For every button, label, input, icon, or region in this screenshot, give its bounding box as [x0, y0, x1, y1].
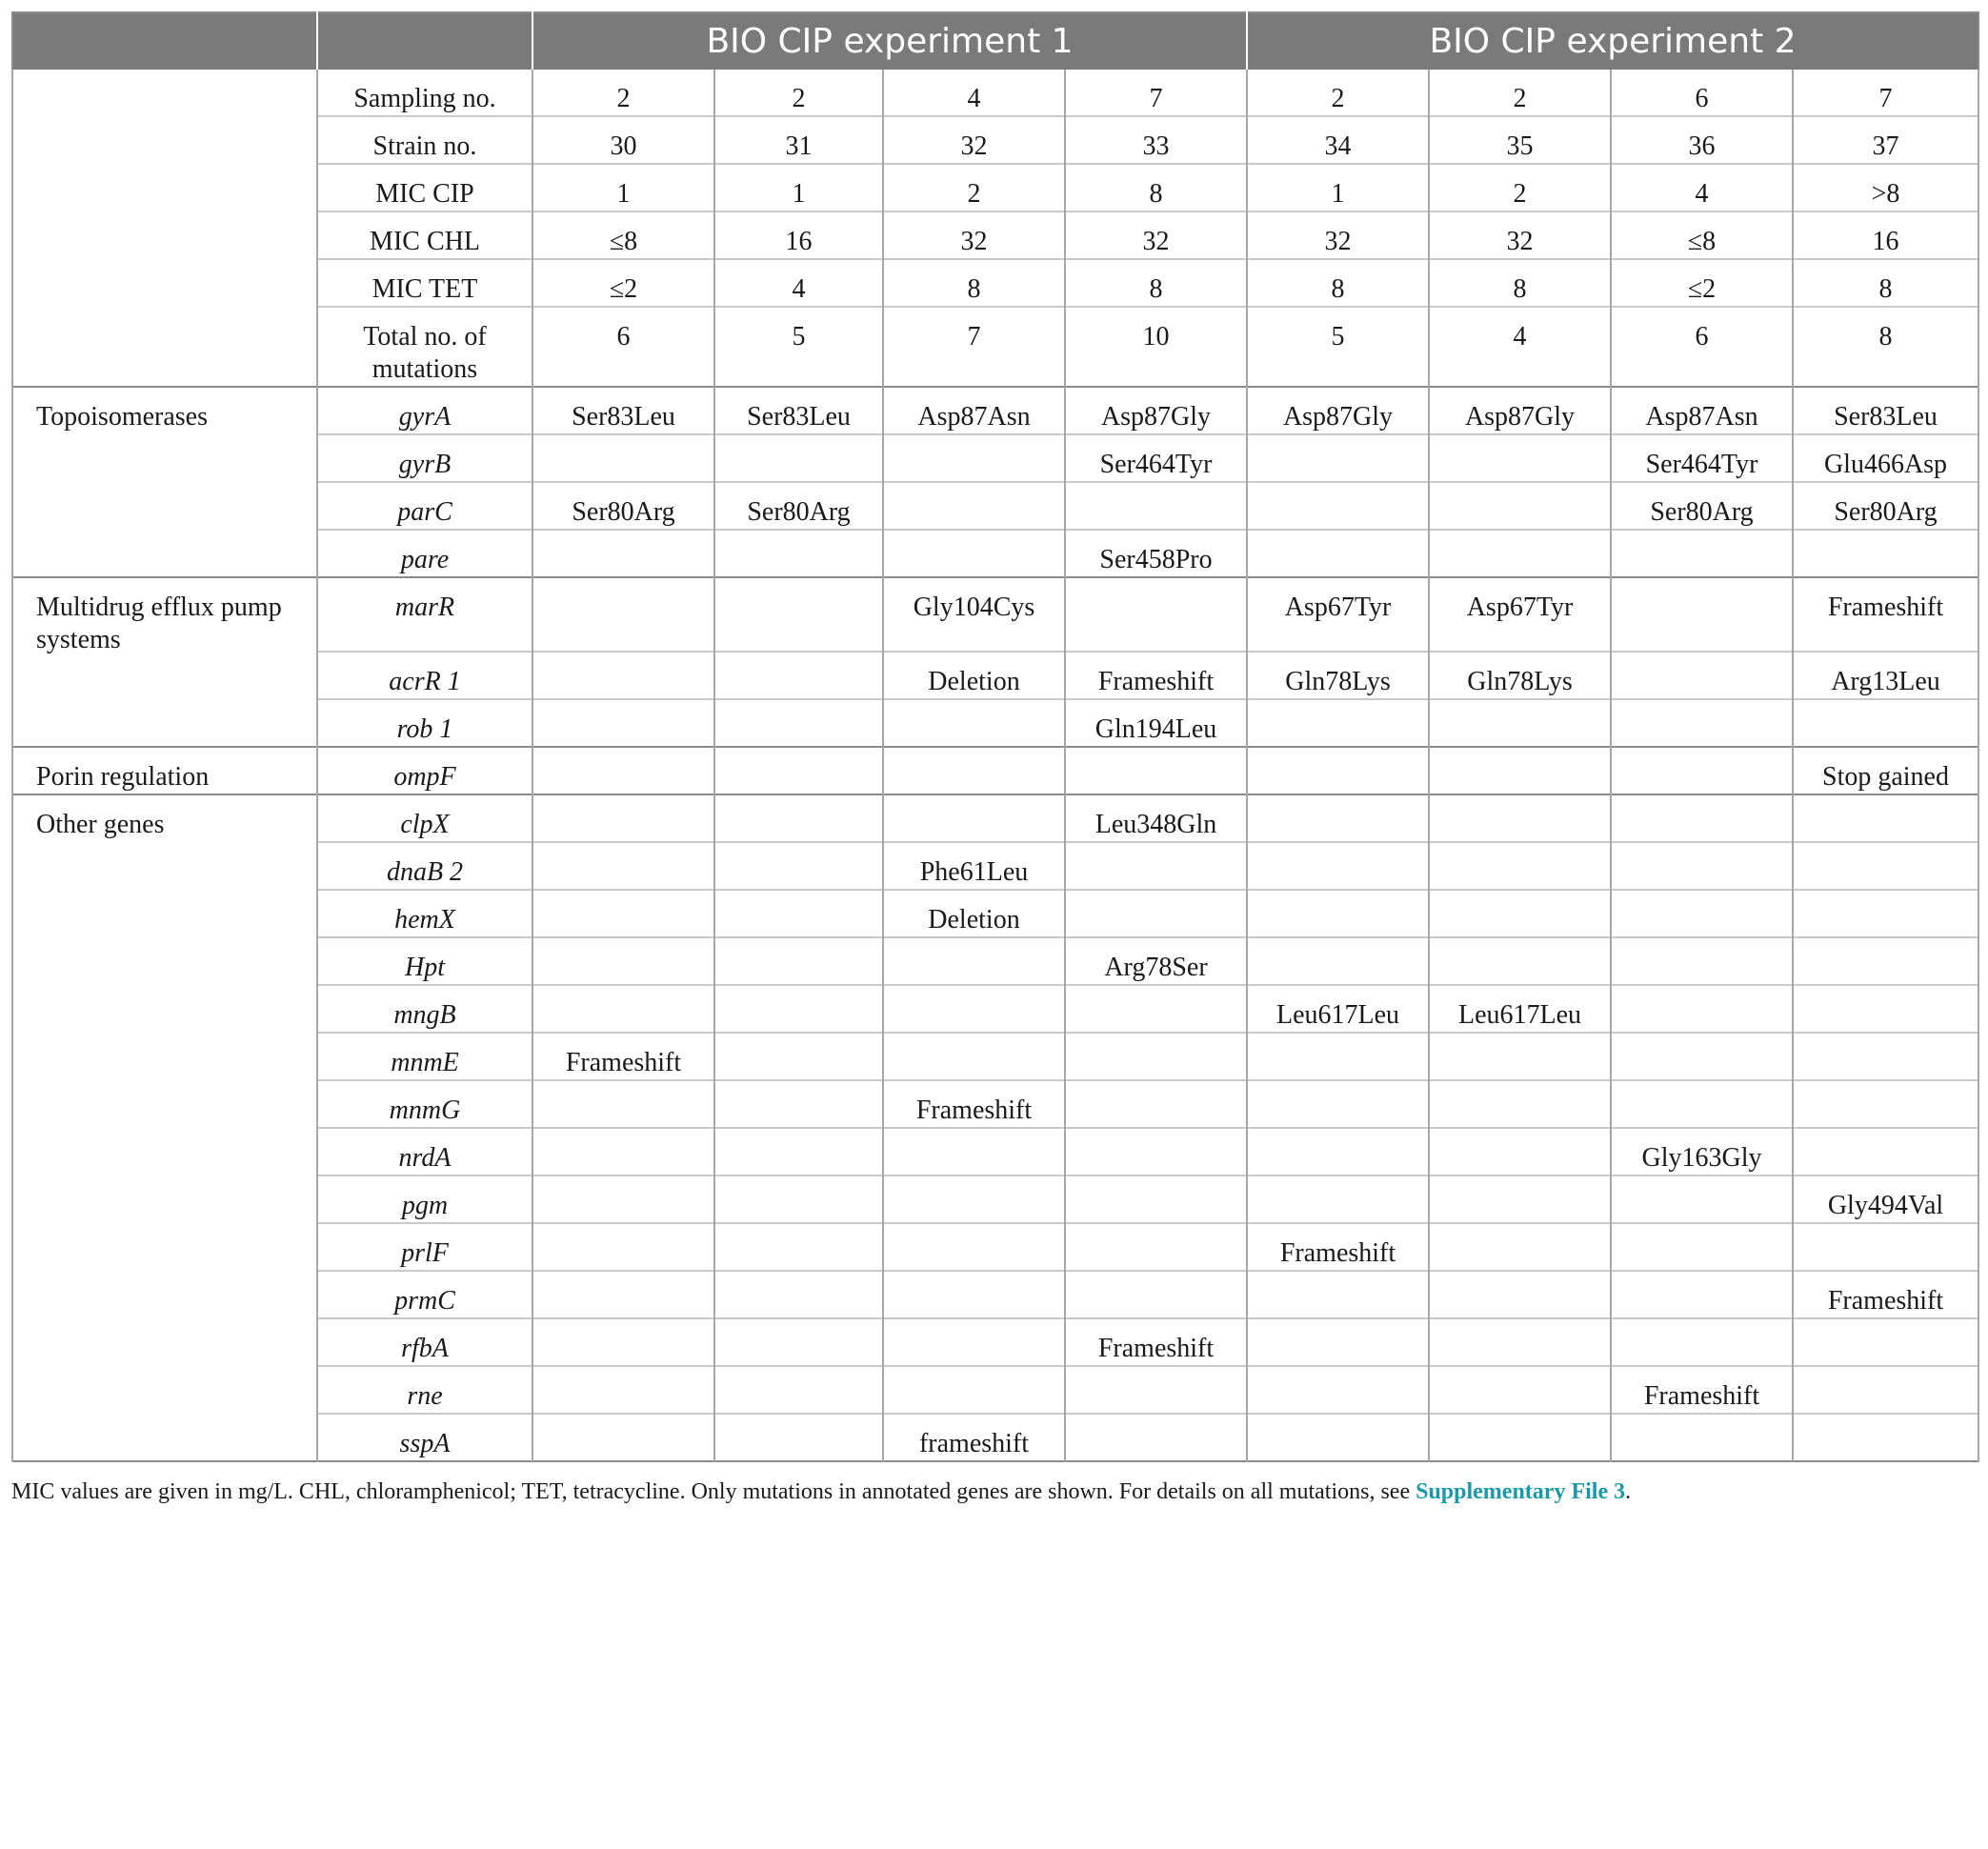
table-cell: [883, 1176, 1065, 1223]
table-cell: Arg13Leu: [1793, 652, 1978, 699]
table-cell: [1793, 1223, 1978, 1271]
table-row: [12, 577, 1978, 652]
table-cell: [1429, 794, 1611, 842]
table-cell: [1247, 1080, 1429, 1128]
table-cell: ≤8: [1611, 211, 1793, 259]
table-cell: [532, 794, 714, 842]
category-cell: Multidrug efflux pump systems: [12, 577, 317, 747]
table-cell: [1065, 842, 1247, 890]
table-cell: 32: [1247, 211, 1429, 259]
table-cell: Ser83Leu: [532, 387, 714, 434]
table-cell: 2: [883, 164, 1065, 211]
table-cell: 8: [1065, 164, 1247, 211]
table-cell: 34: [1247, 116, 1429, 164]
table-cell: [1247, 482, 1429, 530]
table-cell: [714, 747, 883, 794]
table-cell: 4: [714, 259, 883, 307]
table-cell: [532, 1318, 714, 1366]
table-cell: Gly494Val: [1793, 1176, 1978, 1223]
table-cell: 1: [532, 164, 714, 211]
table-cell: [1065, 482, 1247, 530]
table-cell: [1611, 1080, 1793, 1128]
table-cell: 16: [714, 211, 883, 259]
table-cell: [1429, 890, 1611, 937]
table-cell: 8: [1247, 259, 1429, 307]
table-cell: Ser464Tyr: [1611, 434, 1793, 482]
table-cell: [1247, 530, 1429, 577]
table-cell: [1429, 1318, 1611, 1366]
gene-name: hemX: [317, 890, 532, 937]
table-cell: [1247, 1128, 1429, 1176]
header-row: [12, 12, 1978, 70]
table-cell: 2: [532, 70, 714, 116]
row-label: Total no. of mutations: [317, 307, 532, 387]
table-cell: 8: [883, 259, 1065, 307]
table-cell: [532, 1366, 714, 1414]
table-cell: >8: [1793, 164, 1978, 211]
gene-name: marR: [317, 577, 532, 652]
table-cell: [532, 1176, 714, 1223]
gene-name: nrdA: [317, 1128, 532, 1176]
table-cell: [714, 1414, 883, 1461]
table-cell: [883, 699, 1065, 747]
header-empty-cell: [317, 12, 532, 70]
gene-name: sspA: [317, 1414, 532, 1461]
table-cell: [1429, 530, 1611, 577]
table-cell: [1247, 1176, 1429, 1223]
table-cell: 35: [1429, 116, 1611, 164]
table-cell: [532, 652, 714, 699]
table-cell: 31: [714, 116, 883, 164]
table-cell: [532, 530, 714, 577]
table-cell: [714, 937, 883, 985]
table-cell: [714, 1128, 883, 1176]
table-cell: [1611, 1176, 1793, 1223]
table-cell: [714, 434, 883, 482]
table-cell: [1429, 1366, 1611, 1414]
table-cell: [532, 1080, 714, 1128]
table-cell: Ser80Arg: [1611, 482, 1793, 530]
row-label: MIC TET: [317, 259, 532, 307]
category-cell: Porin regulation: [12, 747, 317, 794]
table-cell: [1611, 1223, 1793, 1271]
gene-name: rfbA: [317, 1318, 532, 1366]
table-cell: [1429, 1223, 1611, 1271]
table-cell: 1: [714, 164, 883, 211]
table-cell: 16: [1793, 211, 1978, 259]
table-cell: [1793, 699, 1978, 747]
table-cell: [1429, 699, 1611, 747]
table-cell: 6: [1611, 70, 1793, 116]
table-cell: Gln78Lys: [1247, 652, 1429, 699]
table-cell: Leu617Leu: [1247, 985, 1429, 1033]
table-cell: [1793, 1318, 1978, 1366]
table-cell: [1793, 1366, 1978, 1414]
table-cell: [883, 937, 1065, 985]
table-cell: [1247, 699, 1429, 747]
table-cell: Gln78Lys: [1429, 652, 1611, 699]
gene-name: mnmE: [317, 1033, 532, 1080]
supplementary-file-link[interactable]: Supplementary File 3: [1416, 1479, 1626, 1504]
table-cell: Stop gained: [1793, 747, 1978, 794]
table-cell: [1429, 1271, 1611, 1318]
table-cell: [714, 530, 883, 577]
table-cell: [1793, 842, 1978, 890]
table-cell: Ser80Arg: [714, 482, 883, 530]
table-cell: [714, 1080, 883, 1128]
table-cell: Asp67Tyr: [1247, 577, 1429, 652]
table-wrapper: [11, 11, 1978, 1506]
table-cell: [1247, 1318, 1429, 1366]
table-cell: 4: [883, 70, 1065, 116]
table-cell: Deletion: [883, 652, 1065, 699]
table-cell: [883, 747, 1065, 794]
table-cell: 6: [1611, 307, 1793, 387]
table-cell: Frameshift: [883, 1080, 1065, 1128]
table-cell: [1429, 747, 1611, 794]
header-experiment-1: BIO CIP experiment 1: [532, 12, 1247, 70]
table-cell: [1611, 890, 1793, 937]
table-cell: [714, 1318, 883, 1366]
gene-name: pare: [317, 530, 532, 577]
table-cell: ≤2: [1611, 259, 1793, 307]
table-cell: 2: [1247, 70, 1429, 116]
table-cell: 8: [1793, 259, 1978, 307]
table-cell: [1247, 937, 1429, 985]
table-cell: [883, 1033, 1065, 1080]
table-cell: [1429, 482, 1611, 530]
table-cell: [1065, 1033, 1247, 1080]
table-cell: Gln194Leu: [1065, 699, 1247, 747]
table-cell: [714, 842, 883, 890]
table-cell: [714, 577, 883, 652]
table-cell: Frameshift: [532, 1033, 714, 1080]
table-cell: [1065, 1271, 1247, 1318]
table-cell: [714, 1176, 883, 1223]
table-cell: 7: [1793, 70, 1978, 116]
table-cell: Ser458Pro: [1065, 530, 1247, 577]
gene-name: mnmG: [317, 1080, 532, 1128]
table-row: [12, 794, 1978, 842]
row-label: Strain no.: [317, 116, 532, 164]
table-cell: [532, 890, 714, 937]
table-cell: [714, 985, 883, 1033]
table-cell: [532, 985, 714, 1033]
table-cell: [883, 1271, 1065, 1318]
table-cell: [1793, 985, 1978, 1033]
gene-name: mngB: [317, 985, 532, 1033]
gene-name: parC: [317, 482, 532, 530]
table-cell: [1793, 1080, 1978, 1128]
table-cell: Frameshift: [1247, 1223, 1429, 1271]
table-cell: [1611, 577, 1793, 652]
table-cell: [532, 577, 714, 652]
table-cell: Gly104Cys: [883, 577, 1065, 652]
table-cell: [532, 1414, 714, 1461]
table-cell: [1611, 1033, 1793, 1080]
table-cell: 4: [1611, 164, 1793, 211]
table-cell: [532, 747, 714, 794]
table-cell: [714, 699, 883, 747]
gene-name: clpX: [317, 794, 532, 842]
table-cell: [1611, 530, 1793, 577]
table-cell: Phe61Leu: [883, 842, 1065, 890]
table-cell: 2: [1429, 164, 1611, 211]
mutations-table: [11, 11, 1979, 1462]
table-cell: [1793, 1414, 1978, 1461]
table-cell: 7: [883, 307, 1065, 387]
table-cell: Asp87Asn: [883, 387, 1065, 434]
gene-name: gyrA: [317, 387, 532, 434]
table-cell: [1611, 652, 1793, 699]
table-cell: [1065, 985, 1247, 1033]
table-cell: 8: [1793, 307, 1978, 387]
table-cell: [714, 1033, 883, 1080]
table-cell: [1429, 1080, 1611, 1128]
table-cell: Leu348Gln: [1065, 794, 1247, 842]
table-cell: Asp87Gly: [1429, 387, 1611, 434]
table-cell: 8: [1065, 259, 1247, 307]
table-cell: 2: [714, 70, 883, 116]
gene-name: Hpt: [317, 937, 532, 985]
table-cell: 10: [1065, 307, 1247, 387]
table-cell: 7: [1065, 70, 1247, 116]
table-cell: [1065, 1176, 1247, 1223]
footnote-text: MIC values are given in mg/L. CHL, chloramphenicol; TET, tetracycline. Only mutations in annotated genes are shown. For details on all mutations, see: [11, 1479, 1416, 1504]
table-footnote: [11, 1477, 1978, 1506]
table-cell: 2: [1429, 70, 1611, 116]
table-cell: Ser80Arg: [532, 482, 714, 530]
table-cell: [1065, 1128, 1247, 1176]
table-cell: [714, 1271, 883, 1318]
table-cell: [714, 890, 883, 937]
table-cell: [883, 1223, 1065, 1271]
table-cell: [1793, 890, 1978, 937]
table-cell: Ser83Leu: [714, 387, 883, 434]
gene-name: rne: [317, 1366, 532, 1414]
table-cell: [1611, 1414, 1793, 1461]
table-cell: [714, 794, 883, 842]
table-cell: 8: [1429, 259, 1611, 307]
table-cell: [1065, 890, 1247, 937]
table-cell: [1247, 890, 1429, 937]
table-row: [12, 387, 1978, 434]
table-cell: [1611, 747, 1793, 794]
table-cell: 5: [1247, 307, 1429, 387]
table-cell: frameshift: [883, 1414, 1065, 1461]
table-cell: [1429, 1128, 1611, 1176]
table-cell: [883, 434, 1065, 482]
header-empty-cell: [12, 12, 317, 70]
table-cell: [1429, 1176, 1611, 1223]
table-cell: [532, 937, 714, 985]
table-cell: [1793, 1033, 1978, 1080]
table-cell: [883, 985, 1065, 1033]
table-cell: [883, 530, 1065, 577]
table-cell: 6: [532, 307, 714, 387]
gene-name: rob 1: [317, 699, 532, 747]
table-cell: Ser80Arg: [1793, 482, 1978, 530]
table-cell: ≤2: [532, 259, 714, 307]
table-cell: Frameshift: [1793, 1271, 1978, 1318]
table-cell: [1065, 577, 1247, 652]
gene-name: dnaB 2: [317, 842, 532, 890]
table-cell: [1793, 530, 1978, 577]
table-cell: [1247, 434, 1429, 482]
table-cell: [1611, 794, 1793, 842]
table-cell: 37: [1793, 116, 1978, 164]
table-cell: [1247, 1414, 1429, 1461]
table-cell: [1793, 794, 1978, 842]
gene-name: ompF: [317, 747, 532, 794]
row-label: Sampling no.: [317, 70, 532, 116]
table-cell: [1247, 1366, 1429, 1414]
table-cell: Asp87Gly: [1247, 387, 1429, 434]
row-label: MIC CIP: [317, 164, 532, 211]
table-cell: [1247, 842, 1429, 890]
header-experiment-2: BIO CIP experiment 2: [1247, 12, 1978, 70]
row-label: MIC CHL: [317, 211, 532, 259]
gene-name: gyrB: [317, 434, 532, 482]
table-cell: [532, 1271, 714, 1318]
table-cell: [1065, 1080, 1247, 1128]
table-cell: [1247, 747, 1429, 794]
table-cell: [1793, 1128, 1978, 1176]
table-cell: [1065, 1414, 1247, 1461]
table-cell: [1611, 842, 1793, 890]
table-cell: 30: [532, 116, 714, 164]
table-cell: Ser464Tyr: [1065, 434, 1247, 482]
table-cell: [714, 652, 883, 699]
table-cell: [532, 699, 714, 747]
table-cell: Ser83Leu: [1793, 387, 1978, 434]
table-cell: 4: [1429, 307, 1611, 387]
table-cell: Asp87Gly: [1065, 387, 1247, 434]
table-cell: [532, 842, 714, 890]
table-cell: 32: [883, 116, 1065, 164]
table-cell: [1793, 937, 1978, 985]
table-cell: [1065, 1223, 1247, 1271]
table-cell: [1611, 1271, 1793, 1318]
table-cell: Gly163Gly: [1611, 1128, 1793, 1176]
table-cell: [883, 1128, 1065, 1176]
table-cell: Asp87Asn: [1611, 387, 1793, 434]
table-cell: Deletion: [883, 890, 1065, 937]
table-cell: [1429, 1033, 1611, 1080]
table-cell: 1: [1247, 164, 1429, 211]
table-cell: [1429, 434, 1611, 482]
table-cell: [883, 1318, 1065, 1366]
table-cell: [714, 1223, 883, 1271]
table-cell: [883, 482, 1065, 530]
table-cell: [714, 1366, 883, 1414]
table-cell: [1611, 1318, 1793, 1366]
table-cell: Frameshift: [1611, 1366, 1793, 1414]
table-cell: 32: [1065, 211, 1247, 259]
table-row: [12, 747, 1978, 794]
table-cell: [1247, 1271, 1429, 1318]
table-cell: [1611, 937, 1793, 985]
table-cell: Frameshift: [1065, 1318, 1247, 1366]
table-cell: [1611, 699, 1793, 747]
table-cell: [883, 794, 1065, 842]
table-cell: [1429, 842, 1611, 890]
table-cell: [1429, 1414, 1611, 1461]
category-cell: [12, 70, 317, 387]
table-cell: [532, 1128, 714, 1176]
table-cell: 32: [1429, 211, 1611, 259]
table-cell: Frameshift: [1793, 577, 1978, 652]
table-cell: [1065, 1366, 1247, 1414]
table-cell: [532, 1223, 714, 1271]
table-cell: ≤8: [532, 211, 714, 259]
gene-name: pgm: [317, 1176, 532, 1223]
table-cell: [1247, 1033, 1429, 1080]
table-cell: 33: [1065, 116, 1247, 164]
footnote-end: .: [1625, 1479, 1632, 1504]
table-cell: [532, 434, 714, 482]
table-cell: 5: [714, 307, 883, 387]
table-cell: [1065, 747, 1247, 794]
table-cell: Asp67Tyr: [1429, 577, 1611, 652]
category-cell: Other genes: [12, 794, 317, 1461]
table-cell: 36: [1611, 116, 1793, 164]
table-cell: [1247, 794, 1429, 842]
table-cell: [1611, 985, 1793, 1033]
table-cell: Arg78Ser: [1065, 937, 1247, 985]
table-row: [12, 70, 1978, 116]
table-cell: [1429, 937, 1611, 985]
table-cell: [883, 1366, 1065, 1414]
category-cell: Topoisomerases: [12, 387, 317, 577]
gene-name: prmC: [317, 1271, 532, 1318]
table-cell: Leu617Leu: [1429, 985, 1611, 1033]
table-cell: Glu466Asp: [1793, 434, 1978, 482]
gene-name: prlF: [317, 1223, 532, 1271]
gene-name: acrR 1: [317, 652, 532, 699]
table-cell: 32: [883, 211, 1065, 259]
table-cell: Frameshift: [1065, 652, 1247, 699]
